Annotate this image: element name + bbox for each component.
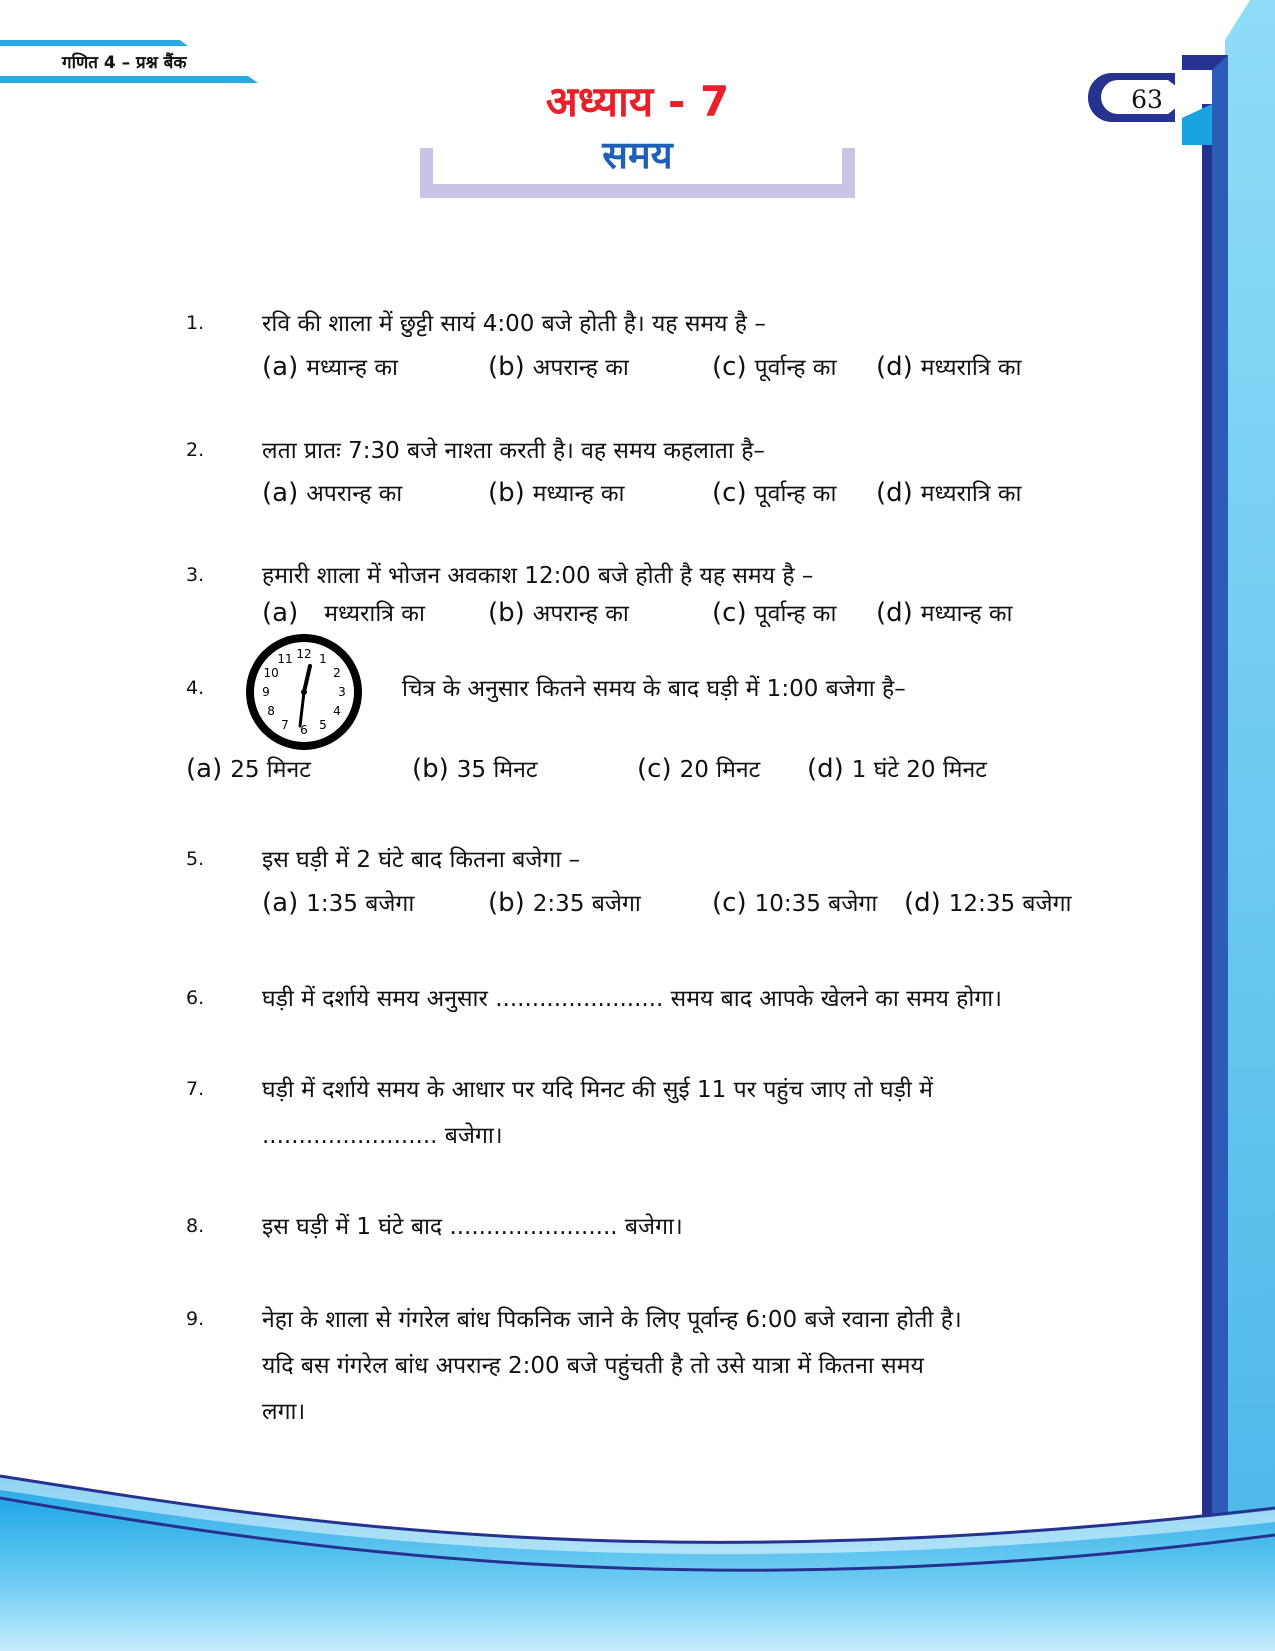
option-text: मध्यरात्रि का xyxy=(920,355,1022,381)
option-label: (b) xyxy=(412,754,449,784)
option-c xyxy=(712,596,836,628)
option-a xyxy=(262,476,402,508)
question-text: घड़ी में दर्शाये समय अनुसार ....................... समय बाद आपके खेलने का समय होगा। xyxy=(262,986,1002,1012)
right-side-band xyxy=(1182,0,1275,1540)
option-a xyxy=(262,350,398,382)
option-label: (c) xyxy=(712,478,747,508)
chapter-title: अध्याय - 7 xyxy=(545,77,730,126)
question-text: चित्र के अनुसार कितने समय के बाद घड़ी में 1:00 बजेगा है– xyxy=(402,676,906,702)
question-text-line: नेहा के शाला से गंगरेल बांध पिकनिक जाने के लिए पूर्वान्ह 6:00 बजे रवाना होती है। xyxy=(262,1307,962,1333)
option-text: मध्यान्ह का xyxy=(920,601,1013,627)
option-text: पूर्वान्ह का xyxy=(754,355,837,381)
question-text: हमारी शाला में भोजन अवकाश 12:00 बजे होती है यह समय है – xyxy=(262,563,814,589)
clock-numeral: 11 xyxy=(277,652,293,667)
option-d xyxy=(807,752,987,784)
option-label: (a) xyxy=(262,478,299,508)
option-text: अपरान्ह का xyxy=(306,481,403,507)
clock-image xyxy=(244,632,364,752)
clock-numeral: 1 xyxy=(319,652,327,667)
option-d xyxy=(904,886,1072,918)
question-text: रवि की शाला में छुट्टी सायं 4:00 बजे होती है। यह समय है – xyxy=(262,311,766,337)
clock-numeral: 7 xyxy=(281,717,289,732)
option-text: अपरान्ह का xyxy=(532,601,629,627)
chapter-subtitle: समय xyxy=(602,133,673,177)
option-c xyxy=(637,752,760,784)
question-text-line: लगा। xyxy=(262,1399,306,1425)
clock-numeral: 5 xyxy=(319,717,327,732)
option-label: (d) xyxy=(876,478,913,508)
clock-numeral: 8 xyxy=(267,704,275,718)
question-number: 7. xyxy=(186,1078,205,1100)
option-text: अपरान्ह का xyxy=(532,355,629,381)
clock-numeral: 10 xyxy=(263,666,279,680)
option-text: मध्यान्ह का xyxy=(532,481,625,507)
option-text: 2:35 बजेगा xyxy=(532,891,641,917)
question-text: इस घड़ी में 2 घंटे बाद कितना बजेगा – xyxy=(262,847,581,873)
option-text: मध्यान्ह का xyxy=(306,355,398,381)
question-number: 9. xyxy=(186,1308,205,1330)
clock-numeral: 2 xyxy=(333,666,341,680)
clock-numeral: 9 xyxy=(262,685,270,699)
option-a xyxy=(186,752,311,784)
option-b xyxy=(488,476,625,508)
option-b xyxy=(488,886,641,918)
question-number: 6. xyxy=(186,987,205,1009)
page-number: 63 xyxy=(1131,85,1163,114)
question-number: 2. xyxy=(186,439,205,461)
option-b xyxy=(412,752,537,784)
question-number: 1. xyxy=(186,312,205,334)
option-text: 25 मिनट xyxy=(230,757,311,783)
option-label: (d) xyxy=(904,888,941,918)
option-b xyxy=(488,596,629,628)
question-text-line: ........................ बजेगा। xyxy=(262,1123,503,1149)
option-label: (c) xyxy=(712,598,747,628)
option-label: (a) xyxy=(262,888,299,918)
option-label: (c) xyxy=(712,888,747,918)
option-label: (c) xyxy=(637,754,672,784)
option-b xyxy=(488,350,629,382)
option-a xyxy=(262,596,425,628)
option-text: 10:35 बजेगा xyxy=(754,891,878,917)
option-d xyxy=(876,476,1022,508)
option-c xyxy=(712,350,836,382)
option-label: (b) xyxy=(488,888,525,918)
clock-numeral: 4 xyxy=(333,704,341,718)
option-text: मध्यरात्रि का xyxy=(920,481,1022,507)
option-d xyxy=(876,350,1022,382)
option-text: 1:35 बजेगा xyxy=(306,891,415,917)
option-label: (a) xyxy=(262,598,299,628)
option-text: 35 मिनट xyxy=(456,757,538,783)
option-text: मध्यरात्रि का xyxy=(324,601,425,627)
clock-numeral: 3 xyxy=(338,685,346,699)
option-label: (a) xyxy=(186,754,223,784)
question-number: 4. xyxy=(186,677,205,699)
option-c xyxy=(712,476,836,508)
book-title-label: गणित 4 – प्रश्न बैंक xyxy=(62,53,187,73)
clock-numeral: 12 xyxy=(296,647,312,661)
footer-wave xyxy=(0,1476,1275,1651)
option-label: (b) xyxy=(488,352,525,382)
option-text: पूर्वान्ह का xyxy=(754,601,837,627)
question-number: 8. xyxy=(186,1215,205,1237)
question-text: लता प्रातः 7:30 बजे नाश्ता करती है। वह समय कहलाता है– xyxy=(262,438,765,464)
question-number: 5. xyxy=(186,848,205,870)
option-label: (a) xyxy=(262,352,299,382)
option-label: (b) xyxy=(488,598,525,628)
question-text: इस घड़ी में 1 घंटे बाद ....................... बजेगा। xyxy=(262,1214,683,1240)
option-label: (d) xyxy=(876,598,913,628)
option-d xyxy=(876,596,1013,628)
option-c xyxy=(712,886,877,918)
question-text-line: यदि बस गंगरेल बांध अपरान्ह 2:00 बजे पहुंचती है तो उसे यात्रा में कितना समय xyxy=(262,1353,924,1379)
option-text: 20 मिनट xyxy=(679,757,761,783)
option-label: (d) xyxy=(876,352,913,382)
option-text: 1 घंटे 20 मिनट xyxy=(851,757,987,783)
option-label: (d) xyxy=(807,754,844,784)
option-text: 12:35 बजेगा xyxy=(948,891,1072,917)
question-number: 3. xyxy=(186,564,205,586)
option-a xyxy=(262,886,414,918)
option-label: (b) xyxy=(488,478,525,508)
clock-numeral: 6 xyxy=(300,723,308,737)
option-text: पूर्वान्ह का xyxy=(754,481,837,507)
question-text-line: घड़ी में दर्शाये समय के आधार पर यदि मिनट की सुई 11 पर पहुंच जाए तो घड़ी में xyxy=(262,1077,933,1103)
option-label: (c) xyxy=(712,352,747,382)
